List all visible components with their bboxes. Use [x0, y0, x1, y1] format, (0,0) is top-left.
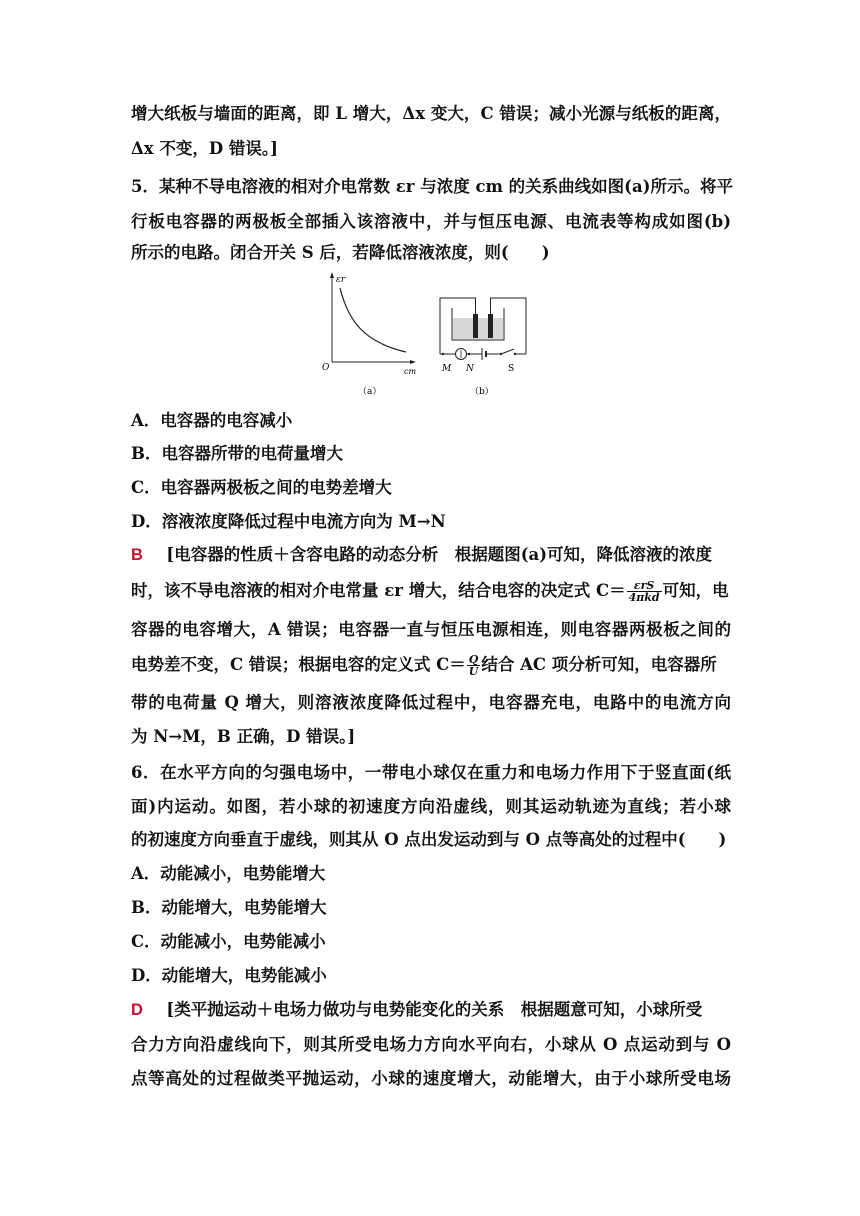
formula-fraction: $\frac{\text{εrS}}{\text{4πkd}}$ [628, 579, 660, 604]
answer-5-line: 容器的电容增大，A 错误；电容器一直与恒压电源相连，则电容器两极板之间的 [131, 620, 731, 639]
question-6-stem: 6．在水平方向的匀强电场中，一带电小球仅在重力和电场力作用下于竖直面(纸 [131, 763, 731, 782]
text-line: Δx 不变，D 错误。] [131, 139, 278, 158]
answer-5-line: 为 N→M，B 正确，D 错误。] [131, 727, 356, 746]
answer-text: 电势差不变，C 错误；根据电容的定义式 C＝ [131, 655, 466, 674]
label-S: S [508, 364, 515, 374]
graph-origin: O [322, 363, 330, 373]
answer-6-line: 点等高处的过程做类平抛运动，小球的速度增大，动能增大，由于小球所受电场 [131, 1069, 731, 1088]
answer-text: 时，该不导电溶液的相对介电常量 εr 增大，结合电容的决定式 C＝ [131, 581, 626, 600]
text-line: 增大纸板与墙面的距离，即 L 增大，Δx 变大，C 错误；减小光源与纸板的距离， [131, 104, 731, 123]
answer-letter: D [131, 1001, 143, 1019]
answer-text: 可知，电 [662, 581, 729, 600]
option-B: B．动能增大，电势能增大 [131, 898, 327, 917]
answer-text: [类平抛运动＋电场力做功与电势能变化的关系 根据题意可知，小球所受 [166, 1000, 703, 1019]
circuit-b [440, 298, 526, 397]
option-C: C．动能减小，电势能减小 [131, 932, 326, 951]
option-A: A．动能减小，电势能增大 [131, 864, 326, 883]
graph-x-label: cm [404, 367, 417, 376]
answer-text: [电容器的性质＋含容电路的动态分析 根据题图(a)可知，降低溶液的浓度 [166, 545, 713, 564]
formula-fraction: $\frac{Q}{U}$ [468, 653, 479, 678]
answer-5-line [131, 580, 731, 603]
plate-left [473, 314, 478, 338]
question-5-stem: 5．某种不导电溶液的相对介电常数 εr 与浓度 cm 的关系曲线如图(a)所示。将平 [131, 177, 733, 196]
caption-b: （b） [470, 387, 494, 397]
label-M: M [442, 364, 452, 374]
option-D: D．动能增大，电势能减小 [131, 966, 327, 985]
graph-y-label: εr [336, 275, 346, 285]
question-6-stem: 面)内运动。如图，若小球的初速度方向沿虚线，则其运动轨迹为直线；若小球 [131, 797, 731, 816]
plate-right [488, 314, 493, 338]
answer-5-line: 带的电荷量 Q 增大，则溶液浓度降低过程中，电容器充电，电路中的电流方向 [131, 693, 731, 712]
graph-a [322, 272, 416, 397]
option-C: C．电容器两极板之间的电势差增大 [131, 478, 392, 497]
question-5-figure [318, 270, 530, 402]
epsilon-curve [340, 288, 406, 352]
switch-icon [501, 349, 514, 354]
caption-a: （a） [358, 387, 382, 397]
option-A: A．电容器的电容减小 [131, 411, 293, 430]
option-B: B．电容器所带的电荷量增大 [131, 444, 343, 463]
question-6-stem: 的初速度方向垂直于虚线，则其从 O 点出发运动到与 O 点等高处的过程中( ) [131, 830, 727, 849]
label-N: N [466, 364, 474, 374]
option-D: D．溶液浓度降低过程中电流方向为 M→N [131, 512, 446, 531]
answer-5-line [131, 544, 731, 566]
answer-letter: B [131, 546, 143, 564]
question-5-stem: 所示的电路。闭合开关 S 后，若降低溶液浓度，则( ) [131, 243, 550, 262]
answer-6-line [131, 999, 731, 1021]
answer-6-line: 合力方向沿虚线向下，则其所受电场力方向水平向右，小球从 O 点运动到与 O [131, 1035, 731, 1054]
answer-text: 结合 AC 项分析可知，电容器所 [481, 655, 717, 674]
answer-5-line [131, 654, 731, 677]
figure-svg [318, 270, 530, 402]
question-5-stem: 行板电容器的两极板全部插入该溶液中，并与恒压电源、电流表等构成如图(b) [131, 212, 731, 231]
